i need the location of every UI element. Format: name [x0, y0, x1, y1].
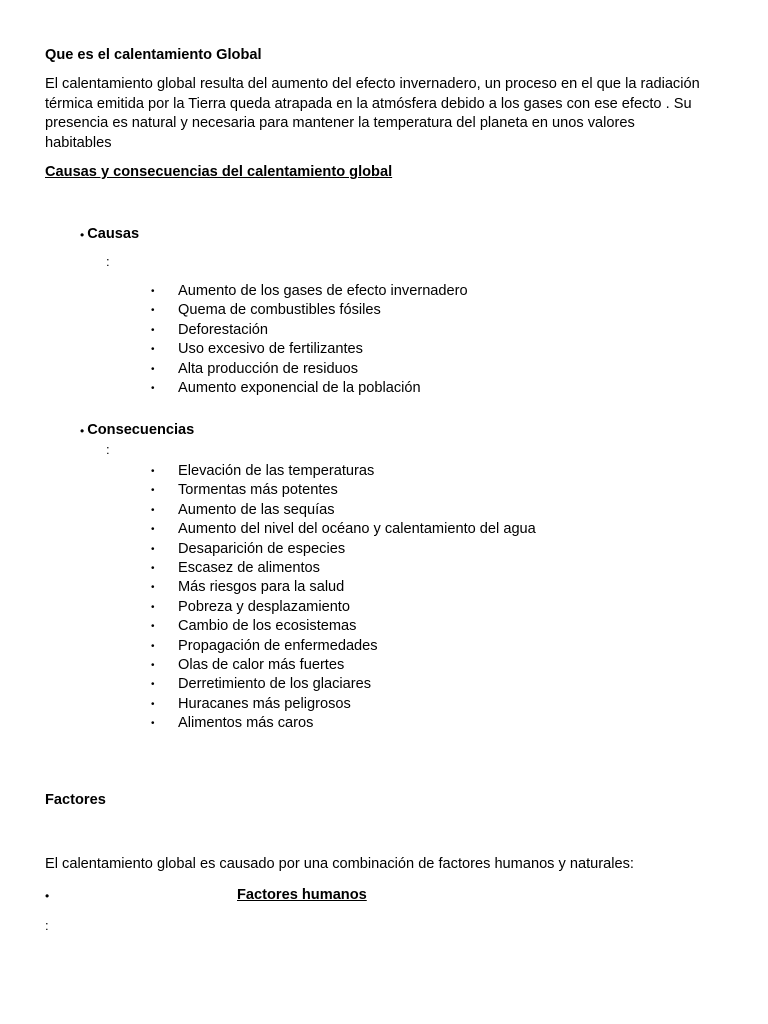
list-item: [0, 540, 536, 559]
bullet-icon: •: [151, 621, 155, 633]
list-item-text: Cambio de los ecosistemas: [178, 618, 357, 635]
bullet-icon: •: [80, 228, 85, 242]
list-item: [0, 578, 536, 597]
list-item: [0, 501, 536, 520]
factores-humanos-colon: :: [45, 918, 49, 933]
bullet-icon: •: [151, 718, 155, 730]
list-item: [0, 559, 536, 578]
intro-line: habitables: [45, 134, 112, 151]
intro-line: El calentamiento global resulta del aumento del efecto invernadero, un proceso en el que la radiación: [45, 76, 700, 92]
list-item: [0, 695, 536, 714]
list-item-text: Aumento de las sequías: [178, 501, 335, 518]
intro-line: presencia es natural y necesaria para mantener la temperatura del planeta en unos valores: [45, 115, 635, 131]
bullet-icon: •: [151, 344, 155, 356]
list-item-text: Aumento de los gases de efecto invernadero: [178, 283, 468, 299]
bullet-icon: •: [151, 382, 155, 394]
list-item-text: Escasez de alimentos: [178, 559, 320, 576]
consecuencias-label: Consecuencias: [87, 422, 195, 438]
bullet-icon: •: [45, 889, 50, 903]
list-item-text: Deforestación: [178, 321, 269, 338]
causas-heading: [80, 226, 139, 242]
page-title: Que es el calentamiento Global: [45, 47, 262, 63]
bullet-icon: •: [151, 305, 155, 317]
intro-paragraph: [45, 75, 735, 153]
list-item-text: Quema de combustibles fósiles: [178, 302, 381, 319]
factores-humanos-heading: Factores humanos: [237, 887, 367, 903]
list-item: [0, 598, 536, 617]
factores-intro: El calentamiento global es causado por una combinación de factores humanos y naturales:: [45, 856, 634, 872]
list-item: [0, 301, 468, 320]
bullet-icon: •: [151, 679, 155, 691]
intro-line: térmica emitida por la Tierra queda atrapada en la atmósfera debido a los gases con ese efecto . Su: [45, 95, 692, 112]
list-item: [0, 379, 468, 398]
consecuencias-colon: :: [106, 442, 110, 457]
list-item: [0, 340, 468, 359]
section-heading: Causas y consecuencias del calentamiento global: [45, 164, 393, 180]
list-item: [0, 520, 536, 539]
bullet-icon: •: [151, 601, 155, 613]
list-item-text: Huracanes más peligrosos: [178, 695, 351, 712]
bullet-icon: •: [151, 363, 155, 375]
list-item: [0, 637, 536, 656]
bullet-icon: •: [151, 562, 155, 574]
consecuencias-list: [0, 462, 536, 733]
list-item: [0, 675, 536, 694]
list-item-text: Más riesgos para la salud: [178, 579, 345, 596]
list-item: [0, 481, 536, 500]
list-item: [0, 282, 468, 301]
bullet-icon: •: [151, 286, 155, 297]
list-item: [0, 321, 468, 340]
list-item-text: Aumento del nivel del océano y calentamiento del agua: [178, 521, 536, 538]
bullet-icon: •: [151, 504, 155, 516]
bullet-icon: •: [80, 424, 85, 438]
list-item-text: Aumento exponencial de la población: [178, 379, 421, 396]
list-item: [0, 462, 536, 481]
bullet-icon: •: [151, 543, 155, 555]
consecuencias-heading: [80, 422, 194, 438]
causas-list: [0, 282, 468, 398]
bullet-icon: •: [151, 524, 155, 536]
list-item-text: Alta producción de residuos: [178, 360, 359, 377]
bullet-icon: •: [151, 582, 155, 594]
list-item-text: Desaparición de especies: [178, 540, 346, 557]
list-item: [0, 360, 468, 379]
factores-heading: Factores: [45, 792, 106, 808]
list-item: [0, 656, 536, 675]
bullet-icon: •: [151, 698, 155, 710]
bullet-icon: •: [151, 466, 155, 477]
bullet-icon: •: [151, 324, 155, 336]
list-item: [0, 714, 536, 733]
list-item: [0, 617, 536, 636]
bullet-icon: •: [151, 640, 155, 652]
list-item-text: Uso excesivo de fertilizantes: [178, 341, 363, 358]
causas-colon: :: [106, 254, 110, 269]
list-item-text: Tormentas más potentes: [178, 482, 338, 499]
bullet-icon: •: [151, 659, 155, 671]
list-item-text: Elevación de las temperaturas: [178, 463, 375, 479]
causas-label: Causas: [87, 226, 140, 242]
list-item-text: Propagación de enfermedades: [178, 637, 378, 654]
list-item-text: Pobreza y desplazamiento: [178, 598, 350, 615]
list-item-text: Alimentos más caros: [178, 715, 314, 732]
list-item-text: Derretimiento de los glaciares: [178, 676, 372, 693]
list-item-text: Olas de calor más fuertes: [178, 656, 345, 673]
bullet-icon: •: [151, 485, 155, 497]
